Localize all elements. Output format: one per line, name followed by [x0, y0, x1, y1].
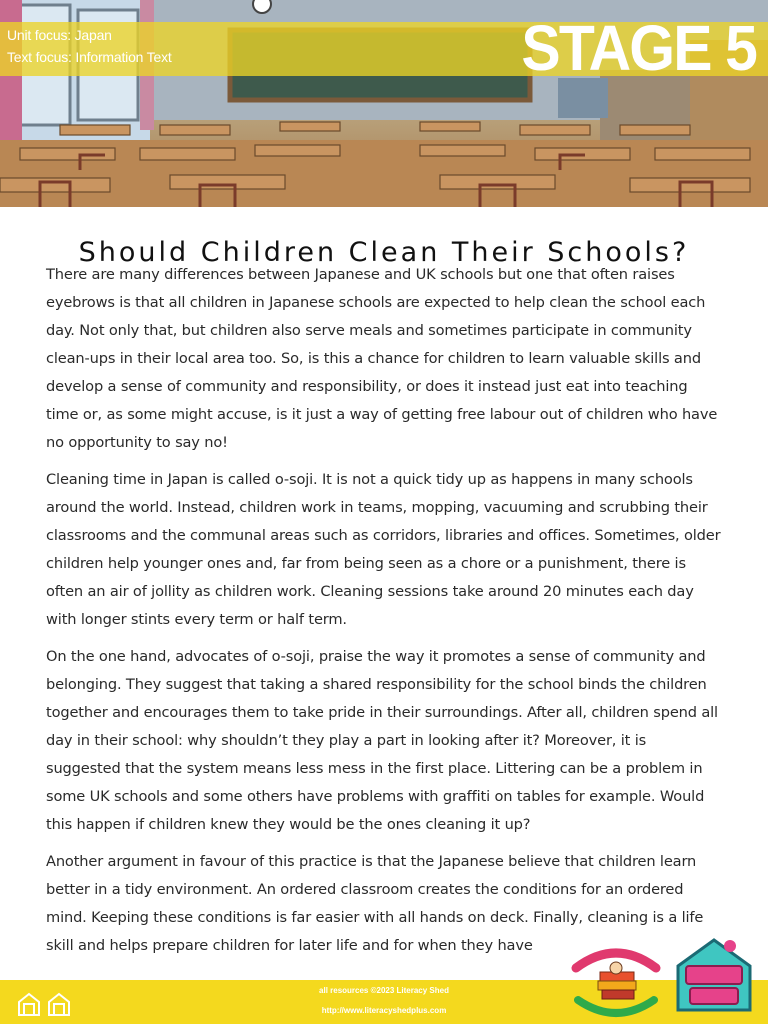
paragraph-2: Cleaning time in Japan is called o-soji. It is not a quick tidy up as happens in many schools around the world. Instead, children work in teams, mopping, vacuuming and scrubbing their classrooms and the communal areas such as corridors, libraries and offices. Sometimes, older children help younger ones and, far from being seen as a chore or a punishment, there is often an air of jollity as children work. Cleaning sessions take around 20 minutes each day with longer stints every term or half term. [46, 471, 721, 628]
unit-focus: Unit focus: Japan [7, 27, 112, 43]
paragraph-4: Another argument in favour of this practice is that the Japanese believe that children learn better in a tidy environment. An ordered classroom creates the conditions for an ordered mind. Keeping these conditions is far easier with all hands on deck. Finally, cleaning is a life skill and helps prepare children for later life and for when they have [46, 853, 704, 954]
footer-copyright: all resources ©2023 Literacy Shed [319, 986, 449, 995]
text-focus: Text focus: Information Text [7, 49, 172, 65]
reading-around-logo [570, 938, 662, 1020]
shed-icon [47, 992, 71, 1016]
page-title: Should Children Clean Their Schools? [78, 237, 690, 269]
footer-url[interactable]: http://www.literacyshedplus.com [321, 1006, 447, 1015]
article-body [46, 261, 722, 969]
literacy-shed-logo [672, 936, 756, 1016]
stage-label: STAGE 5 [521, 12, 756, 84]
header-banner [0, 0, 768, 207]
paragraph-1: There are many differences between Japanese and UK schools but one that often raises eyebrows is that all children in Japanese schools are expected to help clean the school each day. Not only that, but children also serve meals and sometimes participate in community clean-ups in their local area too. So, is this a chance for children to learn valuable skills and develop a sense of community and responsibility, or does it instead just eat into teaching time or, as some might accuse, is it just a way of getting free labour out of children who have no opportunity to say no! [46, 266, 718, 451]
paragraph-3: On the one hand, advocates of o-soji, praise the way it promotes a sense of community and belonging. They suggest that taking a shared responsibility for the school binds the children together and encourages them to take pride in their surroundings. After all, children spend all day in their school: why shouldn’t they play a part in looking after it? Moreover, it is suggested that the system means less mess in the first place. Littering can be a problem in some UK schools and some others have problems with graffiti on tables for example. Would this happen if children knew they would be the ones cleaning it up? [46, 648, 718, 833]
shed-icon [17, 992, 41, 1016]
